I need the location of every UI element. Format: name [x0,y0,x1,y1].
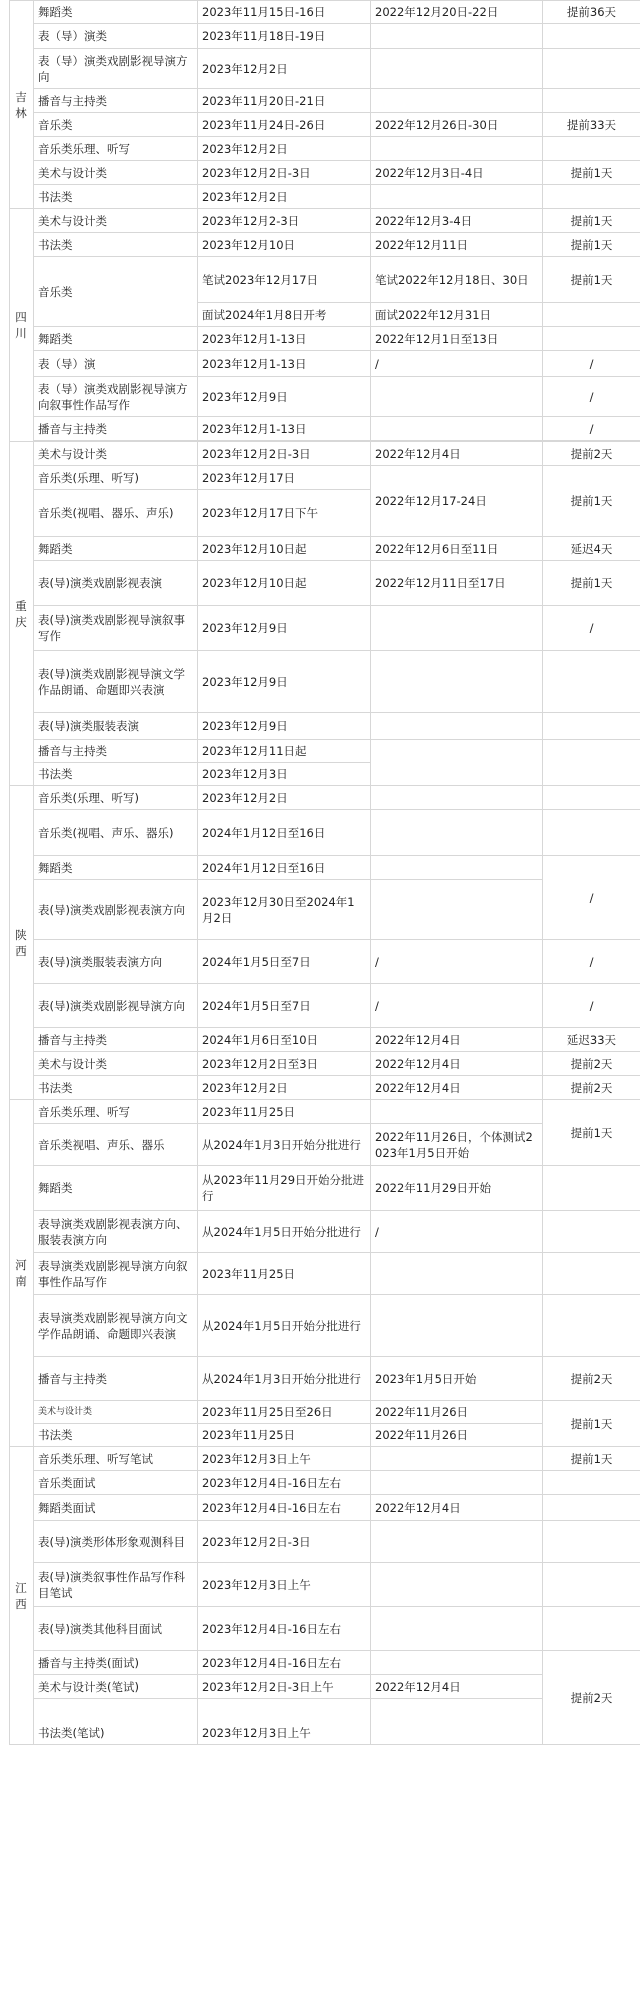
date-2022-cell: 2022年11月26日 [371,1424,543,1447]
category-cell: 表(导)演类戏剧影视导演方向 [34,984,198,1028]
date-2023-cell: 2023年12月2日 [198,786,371,810]
table-row [10,209,640,233]
change-cell: 提前2天 [543,1052,640,1076]
date-2023-cell: 从2024年1月3日开始分批进行 [198,1124,371,1166]
date-2022-cell [371,1699,543,1745]
table-row [10,940,640,984]
date-2022-cell: 2022年12月4日 [371,1675,543,1699]
category-cell: 音乐类 [34,257,198,327]
change-cell: 提前2天 [543,1651,640,1745]
table-row [10,740,640,763]
date-2023-cell: 2023年12月2日-3日 [198,442,371,466]
table-row [10,161,640,185]
table-row [10,49,640,89]
change-cell: 提前2天 [543,1076,640,1100]
date-2023-cell: 2023年12月30日至2024年1月2日 [198,880,371,940]
change-cell [543,185,640,209]
date-2022-cell [371,880,543,940]
category-cell: 美术与设计类 [34,1401,198,1424]
table-row [10,561,640,606]
category-cell: 音乐类乐理、听写 [34,137,198,161]
table-row [10,1211,640,1253]
table-row [10,466,640,490]
table-row [10,856,640,880]
category-cell: 书法类(笔试) [34,1699,198,1745]
category-cell: 表（导）演类戏剧影视导演方向叙事性作品写作 [34,377,198,417]
change-cell [543,24,640,49]
date-2022-cell: 2023年1月5日开始 [371,1357,543,1401]
category-cell: 美术与设计类 [34,161,198,185]
date-2022-cell [371,185,543,209]
change-cell: 提前33天 [543,113,640,137]
table-row [10,24,640,49]
table-row [10,233,640,257]
table-row [10,113,640,137]
change-cell: / [543,417,640,441]
change-cell [543,810,640,856]
change-cell: 提前1天 [543,161,640,185]
date-2022-cell: / [371,984,543,1028]
category-cell: 音乐类乐理、听写笔试 [34,1447,198,1471]
change-cell [543,1521,640,1563]
change-cell [543,1471,640,1495]
date-2023-cell: 2023年12月10日起 [198,561,371,606]
change-cell: 提前1天 [543,1447,640,1471]
table-row [10,1447,640,1471]
date-2023-cell: 2024年1月12日至16日 [198,810,371,856]
date-2022-cell [371,1447,543,1471]
date-2022-cell [371,810,543,856]
date-2022-cell [371,1607,543,1651]
table-row [10,377,640,417]
date-2022-cell [371,49,543,89]
province-cell: 陕西 [10,786,34,1100]
change-cell: 提前2天 [543,442,640,466]
change-cell [543,1166,640,1211]
date-2022-cell: 2022年12月4日 [371,1028,543,1052]
date-2023-cell: 2023年12月1-13日 [198,327,371,351]
category-cell: 舞蹈类 [34,327,198,351]
table-row [10,537,640,561]
date-2023-cell: 2023年12月2日 [198,137,371,161]
change-cell [543,49,640,89]
change-cell [543,786,640,810]
change-cell [543,1253,640,1295]
table-row [10,1,640,24]
date-2023-cell: 2023年11月25日 [198,1100,371,1124]
date-2023-cell: 2023年12月2日 [198,49,371,89]
table-row [10,1471,640,1495]
date-2023-cell: 从2023年11月29日开始分批进行 [198,1166,371,1211]
table-row [10,1607,640,1651]
province-cell: 四川 [10,209,34,442]
date-2023-cell: 2023年12月1-13日 [198,417,371,441]
change-cell: / [543,606,640,651]
date-2022-cell [371,89,543,113]
change-cell: 提前1天 [543,257,640,303]
category-cell: 美术与设计类 [34,1052,198,1076]
change-cell: 提前1天 [543,1401,640,1447]
category-cell: 舞蹈类 [34,537,198,561]
category-cell: 表(导)演类戏剧影视表演方向 [34,880,198,940]
change-cell [543,137,640,161]
category-cell: 表(导)演类叙事性作品写作科目笔试 [34,1563,198,1607]
category-cell: 播音与主持类 [34,1357,198,1401]
date-2023-cell: 2023年12月9日 [198,651,371,713]
table-row [10,89,640,113]
date-2022-cell [371,417,543,441]
table-row [10,1563,640,1607]
date-2022-cell: 2022年12月4日 [371,1495,543,1521]
category-cell: 表(导)演类服装表演方向 [34,940,198,984]
province-cell: 吉林 [10,1,34,209]
date-2022-cell [371,1521,543,1563]
change-cell: 提前1天 [543,561,640,606]
date-2022-cell [371,377,543,417]
date-2023-cell: 2023年11月25日 [198,1253,371,1295]
category-cell: 表(导)演类其他科目面试 [34,1607,198,1651]
category-cell: 表导演类戏剧影视导演方向叙事性作品写作 [34,1253,198,1295]
category-cell: 书法类 [34,1424,198,1447]
province-cell: 河南 [10,1100,34,1447]
category-cell: 表(导)演类戏剧影视导演叙事写作 [34,606,198,651]
date-2022-cell [371,713,543,740]
date-2022-cell [371,606,543,651]
table-row [10,327,640,351]
category-cell: 表(导)演类形体形象观测科目 [34,1521,198,1563]
date-2023-cell: 笔试2023年12月17日 [198,257,371,303]
change-cell: / [543,940,640,984]
date-2023-cell: 2023年11月20日-21日 [198,89,371,113]
date-2022-cell [371,1563,543,1607]
table-row [10,1253,640,1295]
date-2023-cell: 从2024年1月5日开始分批进行 [198,1295,371,1357]
date-2022-cell [371,740,543,786]
change-cell: 延迟33天 [543,1028,640,1052]
category-cell: 播音与主持类 [34,740,198,763]
category-cell: 表(导)演类戏剧影视导演文学作品朗诵、命题即兴表演 [34,651,198,713]
table-row [10,1166,640,1211]
change-cell: 提前1天 [543,1100,640,1166]
date-2022-cell [371,856,543,880]
date-2023-cell: 2023年12月2日至3日 [198,1052,371,1076]
change-cell: / [543,984,640,1028]
change-cell [543,1211,640,1253]
category-cell: 表（导）演 [34,351,198,377]
date-2023-cell: 2023年12月2-3日 [198,209,371,233]
date-2023-cell: 2023年11月25日 [198,1424,371,1447]
date-2023-cell: 从2024年1月3日开始分批进行 [198,1357,371,1401]
category-cell: 播音与主持类 [34,89,198,113]
date-2022-cell: 2022年11月29日开始 [371,1166,543,1211]
change-cell: / [543,856,640,940]
table-row [10,713,640,740]
category-cell: 音乐类面试 [34,1471,198,1495]
change-cell [543,1563,640,1607]
date-2022-cell: 2022年11月26日，个体测试2023年1月5日开始 [371,1124,543,1166]
date-2023-cell: 2023年12月2日-3日 [198,161,371,185]
category-cell: 播音与主持类(面试) [34,1651,198,1675]
category-cell: 美术与设计类(笔试) [34,1675,198,1699]
date-2023-cell: 2023年12月1-13日 [198,351,371,377]
category-cell: 书法类 [34,185,198,209]
change-cell: / [543,377,640,417]
category-cell: 音乐类视唱、声乐、器乐 [34,1124,198,1166]
category-cell: 音乐类(乐理、听写) [34,786,198,810]
change-cell [543,1295,640,1357]
date-2022-cell [371,137,543,161]
province-cell: 重庆 [10,442,34,786]
change-cell [543,303,640,327]
category-cell: 书法类 [34,233,198,257]
date-2023-cell: 2024年1月12日至16日 [198,856,371,880]
change-cell: / [543,351,640,377]
table-row [10,1052,640,1076]
date-2023-cell: 2023年12月4日-16日左右 [198,1651,371,1675]
category-cell: 音乐类(视唱、声乐、器乐) [34,810,198,856]
date-2023-cell: 2023年12月9日 [198,377,371,417]
category-cell: 音乐类 [34,113,198,137]
category-cell: 表导演类戏剧影视表演方向、服装表演方向 [34,1211,198,1253]
change-cell [543,1607,640,1651]
category-cell: 书法类 [34,1076,198,1100]
change-cell: 提前2天 [543,1357,640,1401]
change-cell [543,89,640,113]
table-row [10,1521,640,1563]
date-2022-cell: 面试2022年12月31日 [371,303,543,327]
table-row [10,1357,640,1401]
date-2022-cell: 2022年12月6日至11日 [371,537,543,561]
date-2023-cell: 2023年12月9日 [198,713,371,740]
change-cell: 延迟4天 [543,537,640,561]
category-cell: 表(导)演类服装表演 [34,713,198,740]
table-row [10,1295,640,1357]
date-2023-cell: 2023年12月4日-16日左右 [198,1471,371,1495]
table-row [10,606,640,651]
category-cell: 表导演类戏剧影视导演方向文学作品朗诵、命题即兴表演 [34,1295,198,1357]
date-2023-cell: 从2024年1月5日开始分批进行 [198,1211,371,1253]
category-cell: 音乐类(视唱、器乐、声乐) [34,490,198,537]
date-2022-cell [371,1100,543,1124]
category-cell: 舞蹈类面试 [34,1495,198,1521]
table-row [10,442,640,466]
table-row [10,185,640,209]
date-2022-cell: / [371,1211,543,1253]
table-row [10,417,640,441]
table-row [10,1651,640,1675]
date-2022-cell [371,1253,543,1295]
date-2022-cell: 2022年12月20日-22日 [371,1,543,24]
date-2022-cell: 2022年12月11日 [371,233,543,257]
category-cell: 美术与设计类 [34,442,198,466]
date-2023-cell: 2023年12月3日上午 [198,1563,371,1607]
date-2022-cell: 2022年12月3-4日 [371,209,543,233]
date-2023-cell: 2023年12月10日 [198,233,371,257]
change-cell [543,713,640,740]
date-2022-cell: 2022年12月26日-30日 [371,113,543,137]
date-2023-cell: 2023年12月3日 [198,763,371,786]
date-2022-cell [371,1471,543,1495]
province-cell: 江西 [10,1447,34,1745]
date-2022-cell: / [371,351,543,377]
category-cell: 舞蹈类 [34,856,198,880]
table-row [10,257,640,303]
date-2023-cell: 2024年1月5日至7日 [198,984,371,1028]
category-cell: 舞蹈类 [34,1166,198,1211]
date-2022-cell: 2022年12月4日 [371,442,543,466]
date-2023-cell: 2023年12月10日起 [198,537,371,561]
date-2022-cell [371,786,543,810]
date-2022-cell: 2022年12月1日至13日 [371,327,543,351]
change-cell: 提前1天 [543,233,640,257]
date-2023-cell: 2023年12月17日下午 [198,490,371,537]
category-cell: 表(导)演类戏剧影视表演 [34,561,198,606]
date-2022-cell [371,1295,543,1357]
date-2023-cell: 2023年12月2日 [198,1076,371,1100]
date-2022-cell: 2022年12月4日 [371,1076,543,1100]
category-cell: 美术与设计类 [34,209,198,233]
date-2023-cell: 2024年1月5日至7日 [198,940,371,984]
change-cell [543,740,640,786]
date-2023-cell: 2023年11月24日-26日 [198,113,371,137]
date-2023-cell: 2023年12月4日-16日左右 [198,1495,371,1521]
category-cell: 表（导）演类 [34,24,198,49]
date-2023-cell: 2024年1月6日至10日 [198,1028,371,1052]
date-2023-cell: 2023年12月3日上午 [198,1447,371,1471]
table-row [10,1495,640,1521]
date-2023-cell: 2023年12月2日-3日 [198,1521,371,1563]
date-2022-cell: 2022年12月3日-4日 [371,161,543,185]
exam-schedule-table [9,0,640,1745]
date-2022-cell: 2022年12月11日至17日 [371,561,543,606]
date-2023-cell: 2023年12月9日 [198,606,371,651]
table-row [10,1401,640,1424]
table-row [10,351,640,377]
table-row [10,1028,640,1052]
change-cell [543,1495,640,1521]
category-cell: 音乐类乐理、听写 [34,1100,198,1124]
table-row [10,1100,640,1124]
category-cell: 播音与主持类 [34,1028,198,1052]
category-cell: 音乐类(乐理、听写) [34,466,198,490]
change-cell: 提前1天 [543,466,640,537]
category-cell: 表（导）演类戏剧影视导演方向 [34,49,198,89]
date-2023-cell: 2023年11月25日至26日 [198,1401,371,1424]
date-2023-cell: 2023年12月3日上午 [198,1699,371,1745]
category-cell: 舞蹈类 [34,1,198,24]
table-row [10,786,640,810]
date-2022-cell: 笔试2022年12月18日、30日 [371,257,543,303]
change-cell: 提前36天 [543,1,640,24]
category-cell: 播音与主持类 [34,417,198,441]
table-row [10,984,640,1028]
table-row [10,651,640,713]
date-2023-cell: 2023年12月17日 [198,466,371,490]
change-cell: 提前1天 [543,209,640,233]
date-2023-cell: 2023年12月2日-3日上午 [198,1675,371,1699]
date-2023-cell: 2023年11月15日-16日 [198,1,371,24]
date-2022-cell [371,24,543,49]
table-row [10,137,640,161]
date-2022-cell [371,1651,543,1675]
date-2022-cell: 2022年12月4日 [371,1052,543,1076]
change-cell [543,327,640,351]
date-2023-cell: 2023年11月18日-19日 [198,24,371,49]
table-row [10,810,640,856]
date-2022-cell [371,651,543,713]
change-cell [543,651,640,713]
table-row [10,1076,640,1100]
date-2023-cell: 2023年12月11日起 [198,740,371,763]
date-2022-cell: 2022年12月17-24日 [371,466,543,537]
date-2022-cell: 2022年11月26日 [371,1401,543,1424]
date-2023-cell: 2023年12月4日-16日左右 [198,1607,371,1651]
date-2023-cell: 面试2024年1月8日开考 [198,303,371,327]
date-2023-cell: 2023年12月2日 [198,185,371,209]
date-2022-cell: / [371,940,543,984]
category-cell: 书法类 [34,763,198,786]
